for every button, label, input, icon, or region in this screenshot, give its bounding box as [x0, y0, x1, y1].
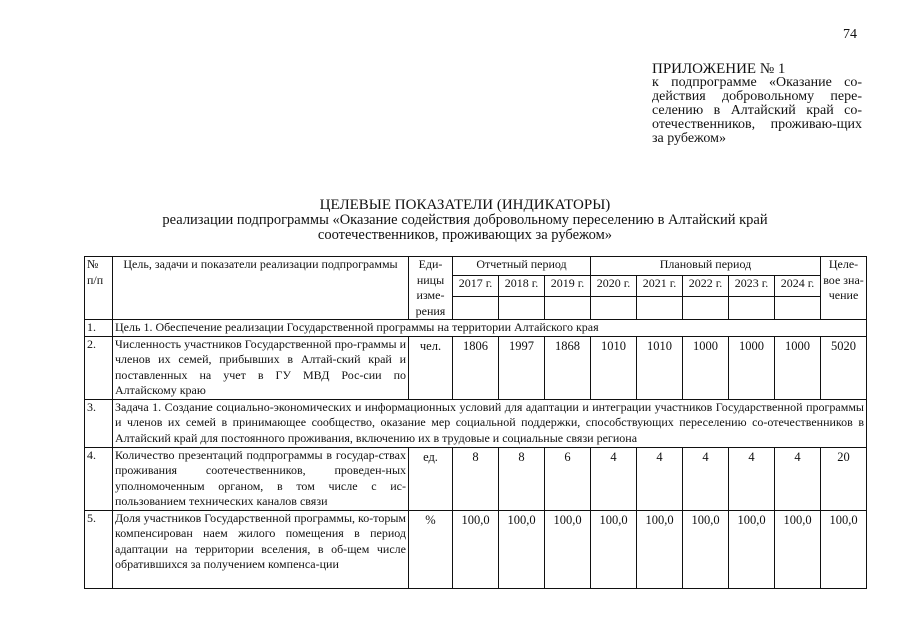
row-target: 20 — [821, 447, 867, 510]
row-num: 2. — [85, 336, 113, 399]
document-title — [140, 198, 790, 243]
row-text: Задача 1. Создание социально-экономических и информационных условий для адаптации и интеграции участников Государственной программы и членов их семей в принимающее сообщество, оказание мер социальной поддержки, способствующих переселению со-отечественников в Алтайский край для постоянного проживания, включению их в трудовые и социальные связи региона — [113, 399, 867, 447]
header-year: 2022 г. — [683, 275, 729, 296]
row-value: 4 — [729, 447, 775, 510]
header-year: 2024 г. — [775, 275, 821, 296]
table-row — [85, 510, 867, 588]
header-unit: Еди-ницы изме-рения — [409, 257, 453, 320]
row-value: 1010 — [637, 336, 683, 399]
row-target: 5020 — [821, 336, 867, 399]
row-text: Цель 1. Обеспечение реализации Государственной программы на территории Алтайского края — [113, 320, 867, 337]
row-value: 4 — [775, 447, 821, 510]
row-value: 1868 — [545, 336, 591, 399]
title-line-2: реализации подпрограммы «Оказание содействия добровольному переселению в Алтайский край — [162, 212, 768, 228]
row-value: 6 — [545, 447, 591, 510]
row-text: Количество презентаций подпрограммы в государ-ствах проживания соотечественников, проведен-ных уполномоченным органом, в том числе с ис-пользованием технических каналов связи — [113, 447, 409, 510]
header-report-period: Отчетный период — [453, 257, 591, 276]
table-row — [85, 447, 867, 510]
row-value: 8 — [453, 447, 499, 510]
row-value: 100,0 — [683, 510, 729, 588]
table-row — [85, 320, 867, 337]
row-value: 100,0 — [591, 510, 637, 588]
row-text: Численность участников Государственной про-граммы и членов их семей, прибывших в Алтай-ский край и поставленных на учет в ГУ МВД Рос-сии по Алтайскому краю — [113, 336, 409, 399]
header-year: 2018 г. — [499, 275, 545, 296]
row-target: 100,0 — [821, 510, 867, 588]
indicators-table — [84, 256, 867, 589]
row-unit: ед. — [409, 447, 453, 510]
header-target: Целе-вое зна-чение — [821, 257, 867, 320]
row-value: 1806 — [453, 336, 499, 399]
row-value: 1010 — [591, 336, 637, 399]
row-value: 100,0 — [775, 510, 821, 588]
table-row — [85, 399, 867, 447]
header-year: 2019 г. — [545, 275, 591, 296]
appendix-subtitle: к подпрограмме «Оказание со-действия добровольному пере-селению в Алтайский край со-отечественников, проживаю-щих за рубежом» — [652, 75, 862, 146]
row-value: 100,0 — [729, 510, 775, 588]
row-value: 8 — [499, 447, 545, 510]
appendix-block — [652, 62, 862, 146]
row-num: 5. — [85, 510, 113, 588]
header-num: № п/п — [85, 257, 113, 320]
row-text: Доля участников Государственной программы, ко-торым компенсирован наем жилого помещения в период адаптации на территории вселения, в об-щем числе обратившихся за получением компенса-ции — [113, 510, 409, 588]
row-value: 1000 — [775, 336, 821, 399]
page-number: 74 — [843, 27, 857, 42]
row-value: 1997 — [499, 336, 545, 399]
row-value: 100,0 — [453, 510, 499, 588]
row-value: 100,0 — [545, 510, 591, 588]
header-goal: Цель, задачи и показатели реализации подпрограммы — [113, 257, 409, 320]
header-year: 2020 г. — [591, 275, 637, 296]
row-unit: % — [409, 510, 453, 588]
header-year: 2017 г. — [453, 275, 499, 296]
row-value: 100,0 — [637, 510, 683, 588]
appendix-title: ПРИЛОЖЕНИЕ № 1 — [652, 61, 786, 77]
row-value: 4 — [637, 447, 683, 510]
row-unit: чел. — [409, 336, 453, 399]
row-value: 4 — [683, 447, 729, 510]
title-line-3: соотечественников, проживающих за рубежом» — [317, 227, 613, 243]
row-num: 4. — [85, 447, 113, 510]
row-num: 3. — [85, 399, 113, 447]
header-plan-period: Плановый период — [591, 257, 821, 276]
table-row — [85, 336, 867, 399]
row-value: 1000 — [683, 336, 729, 399]
row-value: 100,0 — [499, 510, 545, 588]
row-value: 1000 — [729, 336, 775, 399]
row-num: 1. — [85, 320, 113, 337]
header-year: 2023 г. — [729, 275, 775, 296]
header-year: 2021 г. — [637, 275, 683, 296]
title-line-1: ЦЕЛЕВЫЕ ПОКАЗАТЕЛИ (ИНДИКАТОРЫ) — [319, 197, 611, 213]
row-value: 4 — [591, 447, 637, 510]
